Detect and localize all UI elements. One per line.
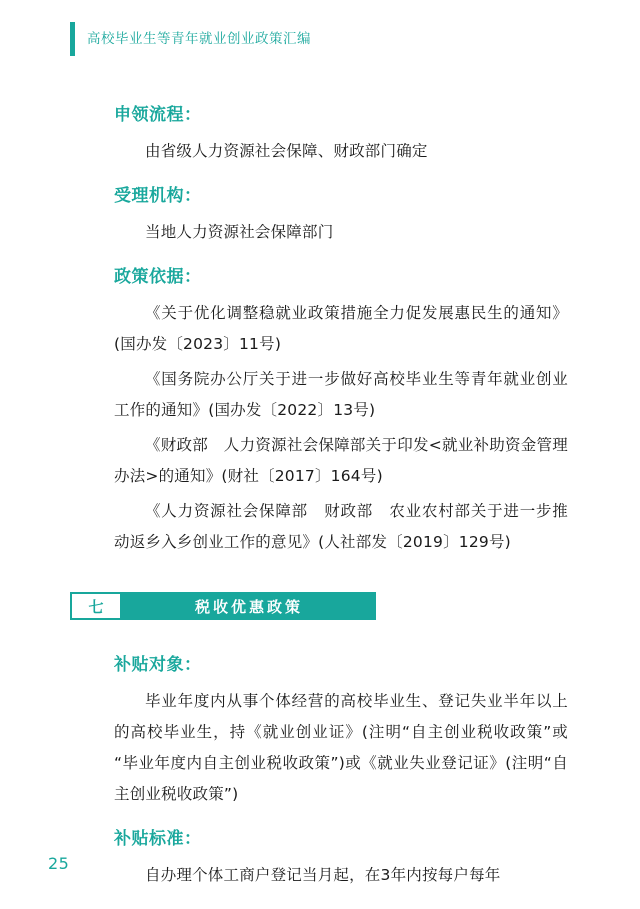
paragraph-policy-basis-2: 《国务院办公厅关于进一步做好高校毕业生等青年就业创业工作的通知》(国办发〔2022〕13号)	[114, 370, 568, 419]
page-header	[70, 22, 311, 56]
section-banner-title: 税收优惠政策	[122, 592, 376, 620]
subheading-subsidy-standard: 补贴标准：	[114, 829, 202, 849]
subheading-policy-basis: 政策依据：	[114, 267, 202, 287]
section-application-process	[0, 100, 640, 167]
section-handling-agency	[0, 181, 640, 248]
spacer	[0, 814, 640, 824]
document-content	[0, 100, 640, 891]
header-title: 高校毕业生等青年就业创业政策汇编	[87, 31, 311, 47]
paragraph-application-process: 由省级人力资源社会保障、财政部门确定	[145, 142, 428, 160]
paragraph-handling-agency: 当地人力资源社会保障部门	[145, 223, 334, 241]
section-policy-basis	[0, 262, 640, 558]
section-banner-number: 七	[70, 592, 122, 620]
paragraph-subsidy-standard: 自办理个体工商户登记当月起，在3年内按每户每年	[145, 866, 501, 884]
subheading-handling-agency: 受理机构：	[114, 186, 202, 206]
paragraph-policy-basis-3: 《财政部 人力资源社会保障部关于印发<就业补助资金管理办法>的通知》(财社〔2017〕164号)	[114, 436, 568, 485]
subheading-subsidy-target: 补贴对象：	[114, 655, 202, 675]
header-accent-bar	[70, 22, 75, 56]
paragraph-subsidy-target: 毕业年度内从事个体经营的高校毕业生、登记失业半年以上的高校毕业生，持《就业创业证》(注明“自主创业税收政策”或“毕业年度内自主创业税收政策”)或《就业失业登记证》(注明“自主创业税收政策”)	[114, 692, 568, 803]
section-subsidy-standard	[0, 824, 640, 891]
spacer	[0, 252, 640, 262]
paragraph-policy-basis-1: 《关于优化调整稳就业政策措施全力促发展惠民生的通知》(国办发〔2023〕11号)	[114, 304, 568, 353]
section-subsidy-target	[0, 650, 640, 810]
subheading-application-process: 申领流程：	[114, 105, 202, 125]
paragraph-policy-basis-4: 《人力资源社会保障部 财政部 农业农村部关于进一步推动返乡入乡创业工作的意见》(人社部发〔2019〕129号)	[114, 502, 568, 551]
page-number: 25	[48, 854, 70, 873]
section-banner-tax-policy	[0, 592, 376, 620]
spacer	[0, 171, 640, 181]
